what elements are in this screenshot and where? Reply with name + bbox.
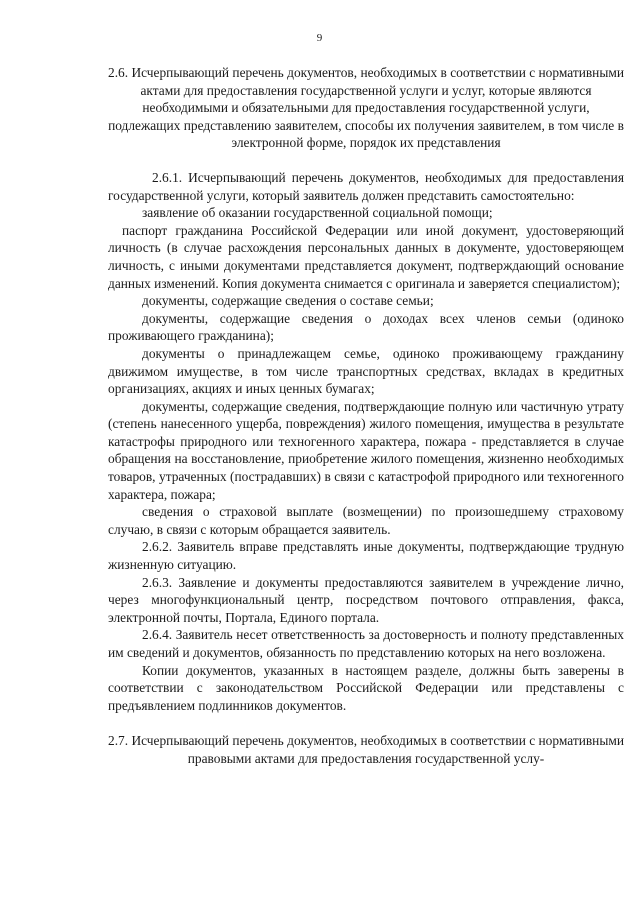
section-2-6-2-paragraph: 2.6.2. Заявитель вправе представлять иные документы, подтверждающие трудную жизненную ситуацию.: [108, 539, 624, 573]
document-list-item: документы о принадлежащем семье, одиноко проживающему гражданину движимом имуществе, в том числе транспортных средствах, вкладах в кредитных организациях, акциях и иных ценных бумагах;: [108, 345, 624, 397]
document-list-item: паспорт гражданина Российской Федерации или иной документ, удостоверяющий личность (в случае расхождения персональных данных в документе, удостоверяющем личность, с иными документами представляется документ, подтверждающий основание данных изменений. Копия документа снимается с оригинала и заверяется специалистом);: [108, 222, 624, 291]
document-list-item: документы, содержащие сведения о составе семьи;: [142, 293, 434, 309]
section-2-6-3-paragraph: 2.6.3. Заявление и документы предоставляются заявителем в учреждение лично, через многофункциональный центр, посредством почтового отправления, факса, электронной почты, Портала, Единого портала.: [108, 574, 624, 625]
section-2-6-4-paragraph: 2.6.4. Заявитель несет ответственность за достоверность и полноту представленных им сведений и документов, обязанность по представлению которых на него возложена.: [108, 627, 624, 660]
section-2-6-1-intro: 2.6.1. Исчерпывающий перечень документов, необходимых для предоставления государственной услуги, который заявитель должен представить самостоятельно:: [108, 169, 624, 203]
copies-note-paragraph: Копии документов, указанных в настоящем разделе, должны быть заверены в соответствии с законодательством Российской Федерации или представлены с предъявлением подлинников документов.: [108, 662, 624, 713]
document-body: [108, 64, 624, 768]
page-number: 9: [316, 32, 323, 44]
section-2-7-heading: 2.7. Исчерпывающий перечень документов, необходимых в соответствии с нормативными правовыми актами для предоставления государственной услу-: [108, 733, 624, 766]
document-list-item: документы, содержащие сведения о доходах всех членов семьи (одиноко проживающего гражданина);: [108, 310, 624, 344]
document-list-item: сведения о страховой выплате (возмещении) по произошедшему страховому случаю, в связи с которым обращается заявитель.: [108, 504, 624, 537]
section-2-6-heading: 2.6. Исчерпывающий перечень документов, необходимых в соответствии с нормативными актами для предоставления государственной услуги и услуг, которые являются необходимыми и обязательными для предоставления государственной услуги, подлежащих представлению заявителем, способы их получения заявителем, в том числе в электронной форме, порядок их представления: [108, 65, 624, 151]
document-list-item: заявление об оказании государственной социальной помощи;: [142, 205, 493, 221]
document-list-item: документы, содержащие сведения, подтверждающие полную или частичную утрату (степень нанесенного ущерба, повреждения) жилого помещения, имущества в результате катастрофы природного или техногенного характера, пожара - представляется в случае обращения на восстановление, приобретение жилого помещения, жизненно необходимых товаров, утраченных (пострадавших) в связи с катастрофой природного или техногенного характера, пожара;: [108, 398, 624, 502]
